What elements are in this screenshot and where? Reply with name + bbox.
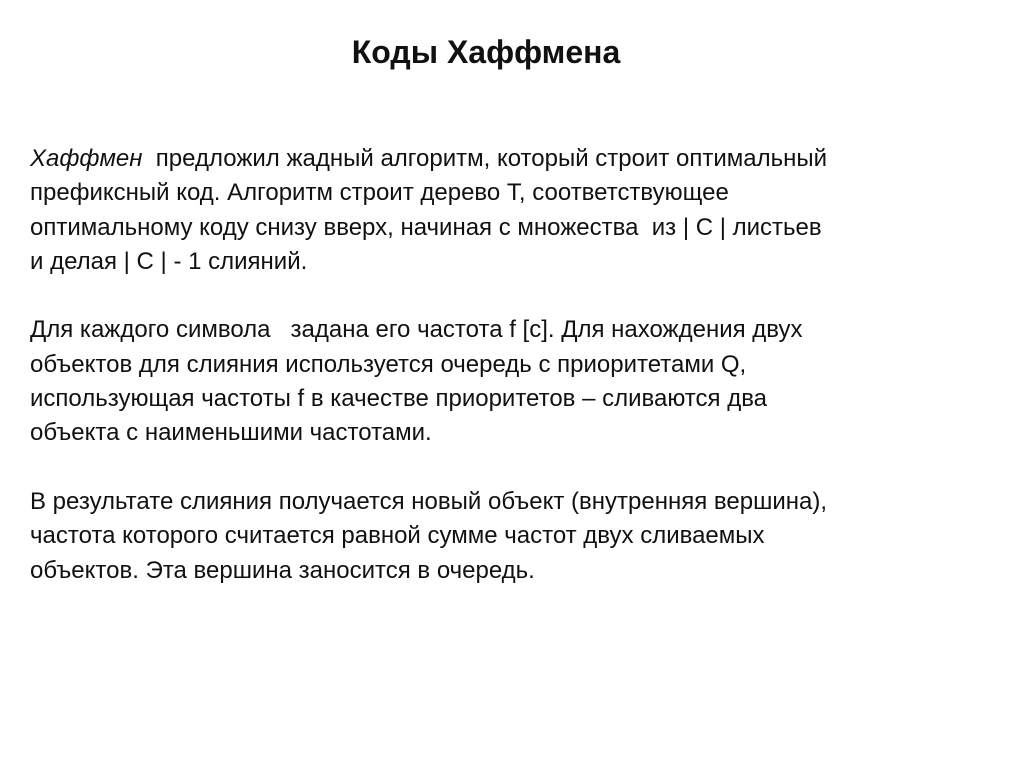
slide-body <box>30 142 990 622</box>
paragraph-huffman-intro <box>30 142 990 279</box>
text-line: объектов для слияния используется очередь с приоритетами Q, <box>30 350 747 378</box>
slide-title: Коды Хаффмена <box>351 34 621 70</box>
paragraph-merge-result <box>30 485 990 588</box>
text-line: частота которого считается равной сумме частот двух сливаемых <box>30 522 765 550</box>
text-line: использующая частоты f в качестве приоритетов – сливаются два <box>30 385 768 413</box>
text-line: префиксный код. Алгоритм строит дерево T, соответствующее <box>30 179 729 207</box>
text-line: и делая | C | - 1 слияний. <box>30 247 308 275</box>
text-line: оптимальному коду снизу вверх, начиная с множества из | C | листьев <box>30 213 822 241</box>
text-line: Для каждого символа задана его частота f [c]. Для нахождения двух <box>30 316 803 344</box>
text-line: В результате слияния получается новый объект (внутренняя вершина), <box>30 487 828 515</box>
author-name: Хаффмен <box>30 145 143 172</box>
text-line: объектов. Эта вершина заносится в очередь. <box>30 556 535 584</box>
paragraph-frequency-queue <box>30 313 990 450</box>
text-line-content: предложил жадный алгоритм, который строит оптимальный <box>142 145 828 172</box>
text-line <box>30 142 990 176</box>
text-line: объекта с наименьшими частотами. <box>30 419 432 447</box>
